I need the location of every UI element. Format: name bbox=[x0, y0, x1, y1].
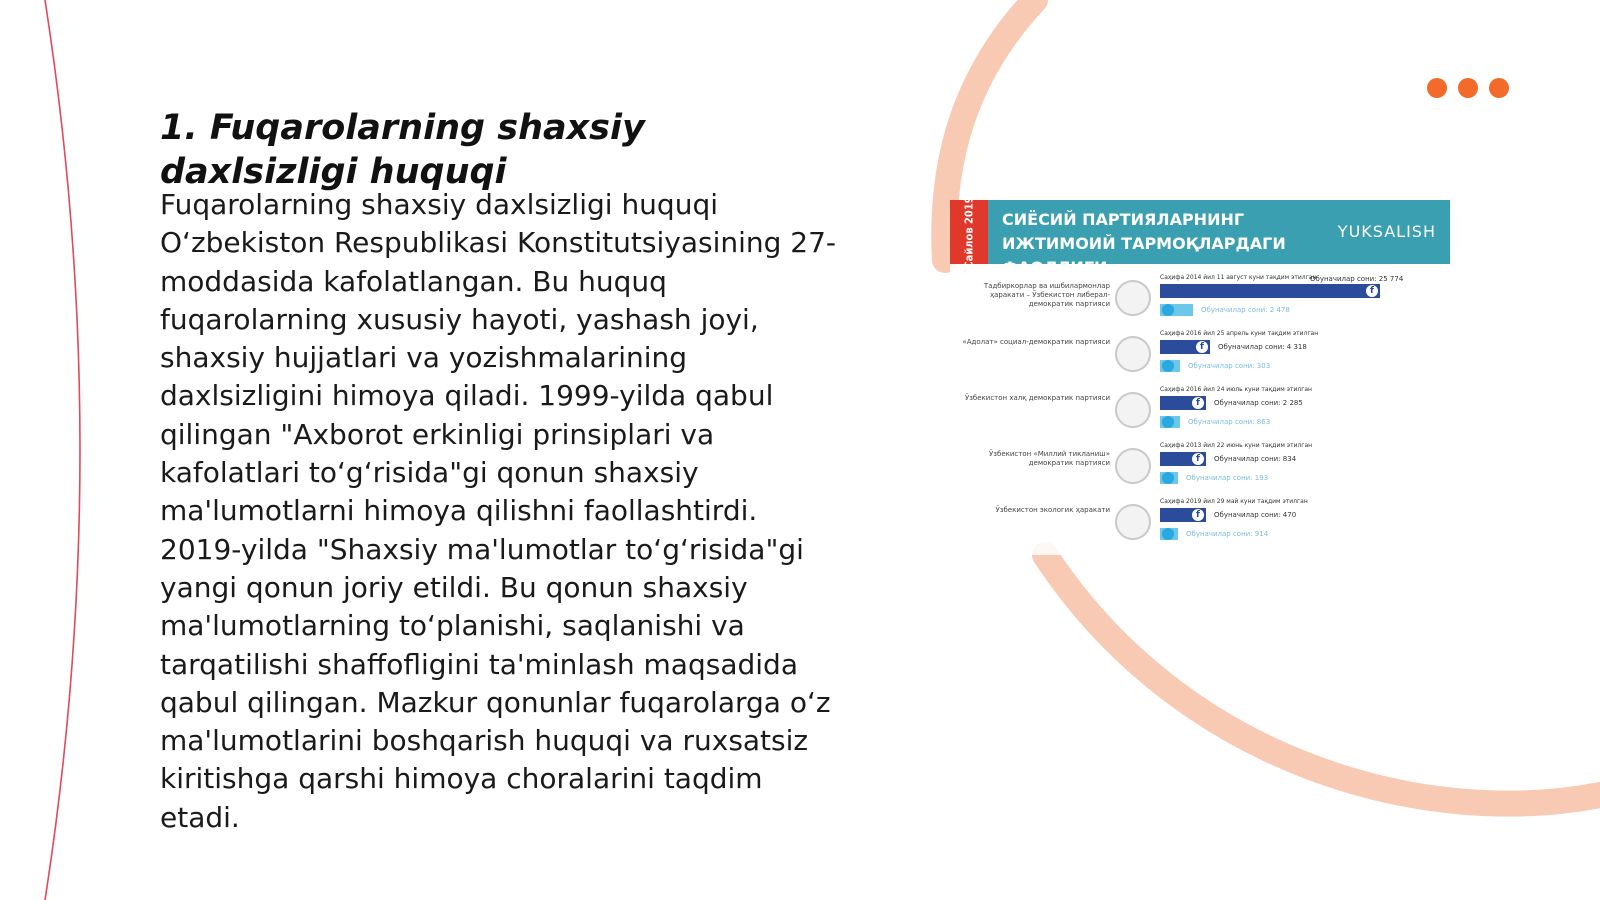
orange-arc-bottom bbox=[1045, 555, 1600, 804]
page-created-caption: Саҳифа 2016 йил 25 апрель куни тақдим этилган bbox=[1160, 330, 1319, 337]
party-logo-icon bbox=[1115, 504, 1151, 540]
subscriber-bars bbox=[1160, 386, 1445, 442]
telegram-subscribers: Обуначилар сони: 2 478 bbox=[1201, 306, 1290, 314]
party-row bbox=[950, 442, 1450, 498]
facebook-icon: f bbox=[1192, 397, 1204, 409]
party-logo-icon bbox=[1115, 336, 1151, 372]
page-created-caption: Саҳифа 2016 йил 24 июль куни тақдим этилган bbox=[1160, 386, 1312, 393]
facebook-bar bbox=[1160, 284, 1380, 298]
party-name: «Адолат» социал-демократик партияси bbox=[962, 338, 1110, 346]
facebook-icon: f bbox=[1196, 341, 1208, 353]
subscriber-bars bbox=[1160, 442, 1445, 498]
left-curve-line bbox=[45, 0, 80, 900]
facebook-icon: f bbox=[1192, 453, 1204, 465]
facebook-bar bbox=[1160, 452, 1206, 466]
telegram-icon bbox=[1162, 304, 1174, 316]
telegram-bar bbox=[1160, 304, 1193, 316]
page-created-caption: Саҳифа 2014 йил 11 август куни тақдим этилган bbox=[1160, 274, 1317, 281]
telegram-icon bbox=[1162, 416, 1174, 428]
facebook-icon: f bbox=[1192, 509, 1204, 521]
facebook-bar bbox=[1160, 508, 1206, 522]
subscriber-bars bbox=[1160, 330, 1445, 386]
infographic-header bbox=[950, 195, 1450, 277]
telegram-subscribers: Обуначилар сони: 863 bbox=[1188, 418, 1271, 426]
facebook-icon: f bbox=[1366, 285, 1378, 297]
telegram-bar bbox=[1160, 472, 1178, 484]
social-media-infographic bbox=[950, 195, 1450, 555]
party-row bbox=[950, 386, 1450, 442]
party-row bbox=[950, 274, 1450, 330]
facebook-subscribers: Обуначилар сони: 834 bbox=[1214, 455, 1297, 463]
telegram-icon bbox=[1162, 528, 1174, 540]
subscriber-bars bbox=[1160, 274, 1445, 330]
party-logo-icon bbox=[1115, 448, 1151, 484]
facebook-subscribers: Обуначилар сони: 25 774 bbox=[1310, 275, 1404, 283]
telegram-icon bbox=[1162, 472, 1174, 484]
telegram-bar bbox=[1160, 360, 1180, 372]
party-name: Ўзбекистон экологик ҳаракати bbox=[995, 506, 1110, 514]
party-row bbox=[950, 330, 1450, 386]
party-name: Тадбиркорлар ва ишбилармонлар ҳаракати – Ўзбекистон либерал-демократик партияси bbox=[983, 282, 1110, 308]
telegram-bar bbox=[1160, 528, 1178, 540]
party-logo-icon bbox=[1115, 392, 1151, 428]
year-badge bbox=[950, 195, 988, 269]
party-name: Ўзбекистон халқ демократик партияси bbox=[964, 394, 1110, 402]
party-logo-icon bbox=[1115, 280, 1151, 316]
telegram-subscribers: Обуначилар сони: 303 bbox=[1188, 362, 1271, 370]
dot-icon bbox=[1489, 78, 1509, 98]
page-created-caption: Саҳифа 2013 йил 22 июнь куни тақдим этилган bbox=[1160, 442, 1313, 449]
slide-title: 1. Fuqarolarning shaxsiy daxlsizligi huquqi bbox=[160, 108, 645, 192]
party-row bbox=[950, 498, 1450, 554]
facebook-subscribers: Обуначилар сони: 2 285 bbox=[1214, 399, 1303, 407]
telegram-subscribers: Обуначилар сони: 193 bbox=[1186, 474, 1269, 482]
slide-body-text: Fuqarolarning shaxsiy daxlsizligi huquqi O‘zbekiston Respublikasi Konstitutsiyasining 27-moddasida kafolatlangan. Bu huquq fuqarolarning xususiy hayoti, yashash joyi, shaxsiy hujjatlari va yozishmalarining daxlsizligini himoya qiladi. 1999-yilda qabul qilingan "Axborot erkinligi prinsiplari va kafolatlari to‘g‘risida"gi qonun shaxsiy ma'lumotlarni himoya qilishni faollashtirdi. 2019-yilda "Shaxsiy ma'lumotlar to‘g‘risida"gi yangi qonun joriy etildi. Bu qonun shaxsiy ma'lumotlarning to‘planishi, saqlanishi va tarqatilishi shaffofligini ta'minlash maqsadida qabul qilingan. Mazkur qonunlar fuqarolarga o‘z ma'lumotlarini boshqarish huquqi va ruxsatsiz kiritishga qarshi himoya choralarini taqdim etadi. bbox=[160, 188, 837, 834]
facebook-subscribers: Обуначилар сони: 4 318 bbox=[1218, 343, 1307, 351]
telegram-icon bbox=[1162, 360, 1174, 372]
subscriber-bars bbox=[1160, 498, 1445, 554]
facebook-bar bbox=[1160, 396, 1206, 410]
dot-icon bbox=[1458, 78, 1478, 98]
facebook-bar bbox=[1160, 340, 1210, 354]
party-name: Ўзбекистон «Миллий тикланиш» демократик партияси bbox=[989, 450, 1110, 467]
year-label: Сайлов 2019 bbox=[962, 195, 976, 269]
page-created-caption: Саҳифа 2019 йил 29 май куни тақдим этилган bbox=[1160, 498, 1308, 505]
more-options-dots[interactable] bbox=[1427, 78, 1509, 98]
infographic-title: СИЁСИЙ ПАРТИЯЛАРНИНГ ИЖТИМОИЙ ТАРМОҚЛАРДАГИ ФАОЛЛИГИ bbox=[1002, 210, 1286, 277]
telegram-bar bbox=[1160, 416, 1180, 428]
brand-logo: YUKSALISH bbox=[1337, 222, 1436, 241]
facebook-subscribers: Обуначилар сони: 470 bbox=[1214, 511, 1297, 519]
telegram-subscribers: Обуначилар сони: 914 bbox=[1186, 530, 1269, 538]
dot-icon bbox=[1427, 78, 1447, 98]
